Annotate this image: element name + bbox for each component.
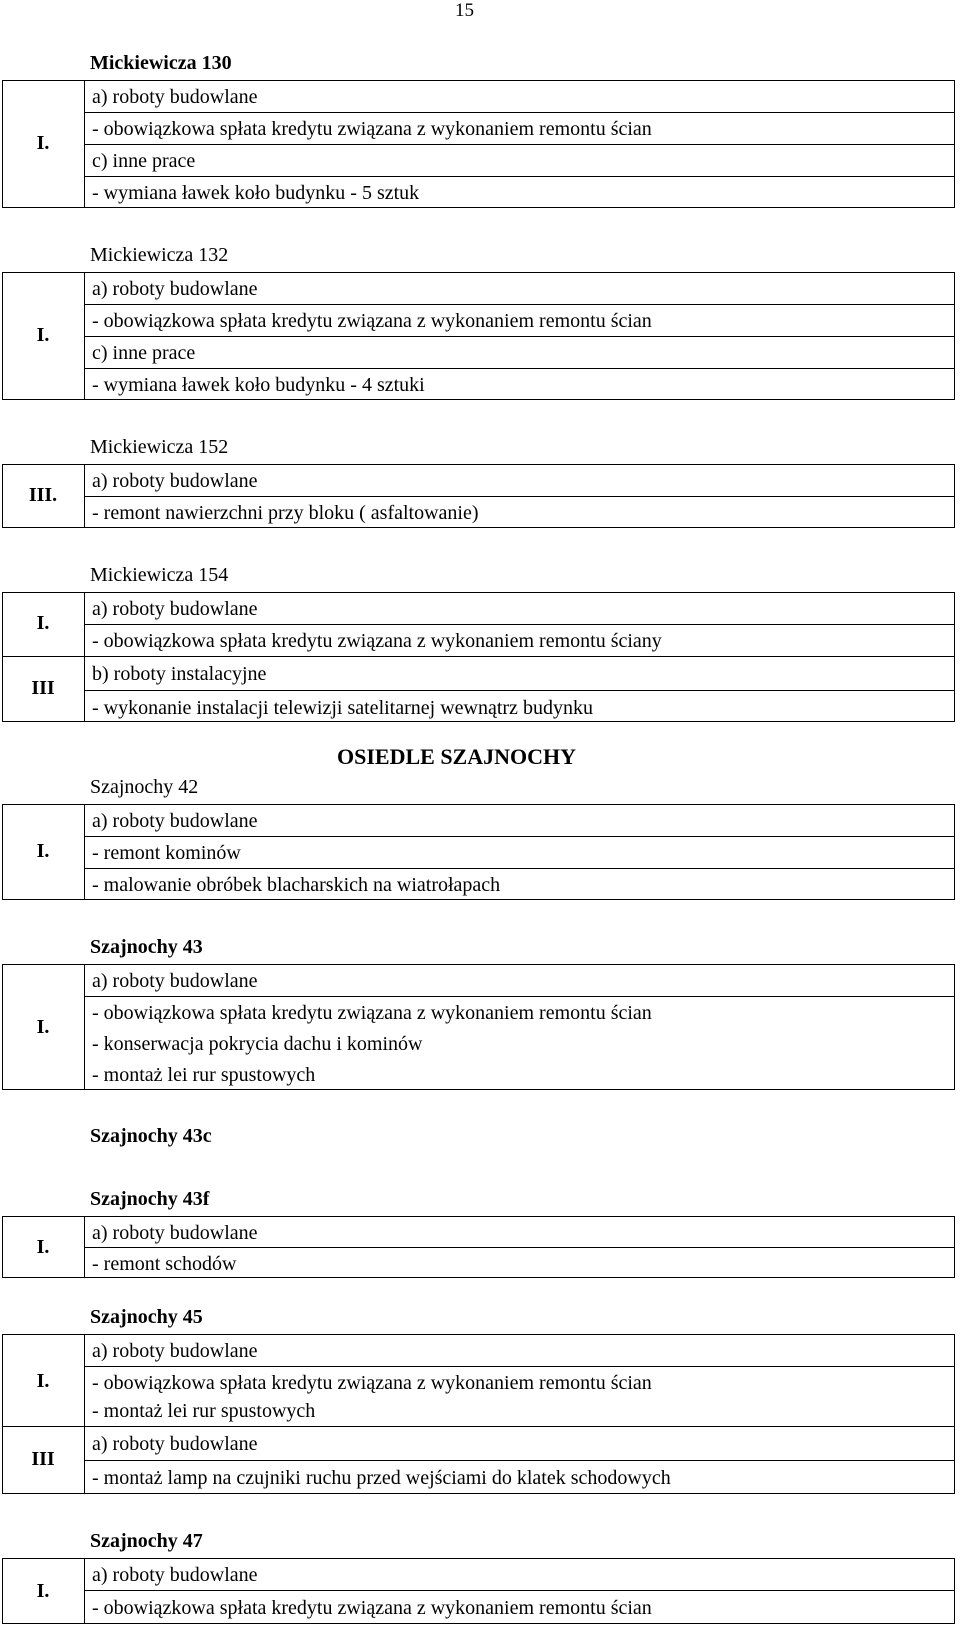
category-label: I. [36,1236,50,1258]
section-block [2,804,955,900]
category-label: I. [36,1016,50,1038]
category-label: III [31,677,55,699]
category-label: I. [36,1370,50,1392]
section-title: Szajnochy 47 [90,1530,203,1552]
section-block [2,1558,955,1624]
section-block [2,1334,955,1494]
table-row: - obowiązkowa spłata kredytu związana z wykonaniem remontu ścian [92,1597,652,1619]
table-row: - wykonanie instalacji telewizji satelitarnej wewnątrz budynku [92,697,593,719]
section-title: Szajnochy 42 [90,776,199,798]
table-row: - montaż lei rur spustowych [92,1400,316,1422]
table-row: a) roboty budowlane [92,1433,258,1455]
table-row: - remont nawierzchni przy bloku ( asfaltowanie) [92,502,479,524]
category-label: III [31,1448,55,1470]
table-row: a) roboty budowlane [92,1564,258,1586]
table-row: - obowiązkowa spłata kredytu związana z wykonaniem remontu ścian [92,310,652,332]
section-title: Szajnochy 45 [90,1306,203,1328]
table-row: - obowiązkowa spłata kredytu związana z wykonaniem remontu ścian [92,118,652,140]
section-block [2,272,955,400]
section-title: Mickiewicza 132 [90,244,229,266]
table-row: - wymiana ławek koło budynku - 4 sztuki [92,374,425,396]
section-title: Mickiewicza 152 [90,436,229,458]
section-block [2,464,955,528]
table-row: a) roboty budowlane [92,810,258,832]
table-row: - obowiązkowa spłata kredytu związana z wykonaniem remontu ścian [92,1372,652,1394]
section-title: Szajnochy 43 [90,936,203,958]
category-label: I. [36,612,50,634]
section-block [2,964,955,1090]
district-heading: OSIEDLE SZAJNOCHY [337,744,577,769]
table-row: - konserwacja pokrycia dachu i kominów [92,1033,423,1055]
table-row: a) roboty budowlane [92,1340,258,1362]
table-row: - obowiązkowa spłata kredytu związana z wykonaniem remontu ścian [92,1002,652,1024]
table-row: a) roboty budowlane [92,1222,258,1244]
category-label: I. [36,324,50,346]
table-row: b) roboty instalacyjne [92,663,267,685]
table-row: a) roboty budowlane [92,970,258,992]
page-number: 15 [455,0,474,21]
table-row: - wymiana ławek koło budynku - 5 sztuk [92,182,420,204]
table-row: - montaż lamp na czujniki ruchu przed wejściami do klatek schodowych [92,1467,671,1489]
section-block [2,592,955,722]
section-title: Mickiewicza 154 [90,564,229,586]
table-row: - remont kominów [92,842,241,864]
category-label: I. [36,132,50,154]
section-title: Mickiewicza 130 [90,52,232,74]
table-row: - malowanie obróbek blacharskich na wiatrołapach [92,874,501,896]
category-label: III. [28,484,58,506]
section-block [2,80,955,208]
table-row: a) roboty budowlane [92,86,258,108]
table-row: - remont schodów [92,1253,237,1275]
table-row: - obowiązkowa spłata kredytu związana z wykonaniem remontu ściany [92,630,662,652]
section-block [2,1216,955,1278]
category-label: I. [36,1580,50,1602]
table-row: c) inne prace [92,150,196,172]
table-row: a) roboty budowlane [92,598,258,620]
table-row: a) roboty budowlane [92,278,258,300]
section-title: Szajnochy 43f [90,1188,210,1210]
category-label: I. [36,840,50,862]
table-row: a) roboty budowlane [92,470,258,492]
table-row: - montaż lei rur spustowych [92,1064,316,1086]
table-row: c) inne prace [92,342,196,364]
section-title: Szajnochy 43c [90,1125,212,1147]
